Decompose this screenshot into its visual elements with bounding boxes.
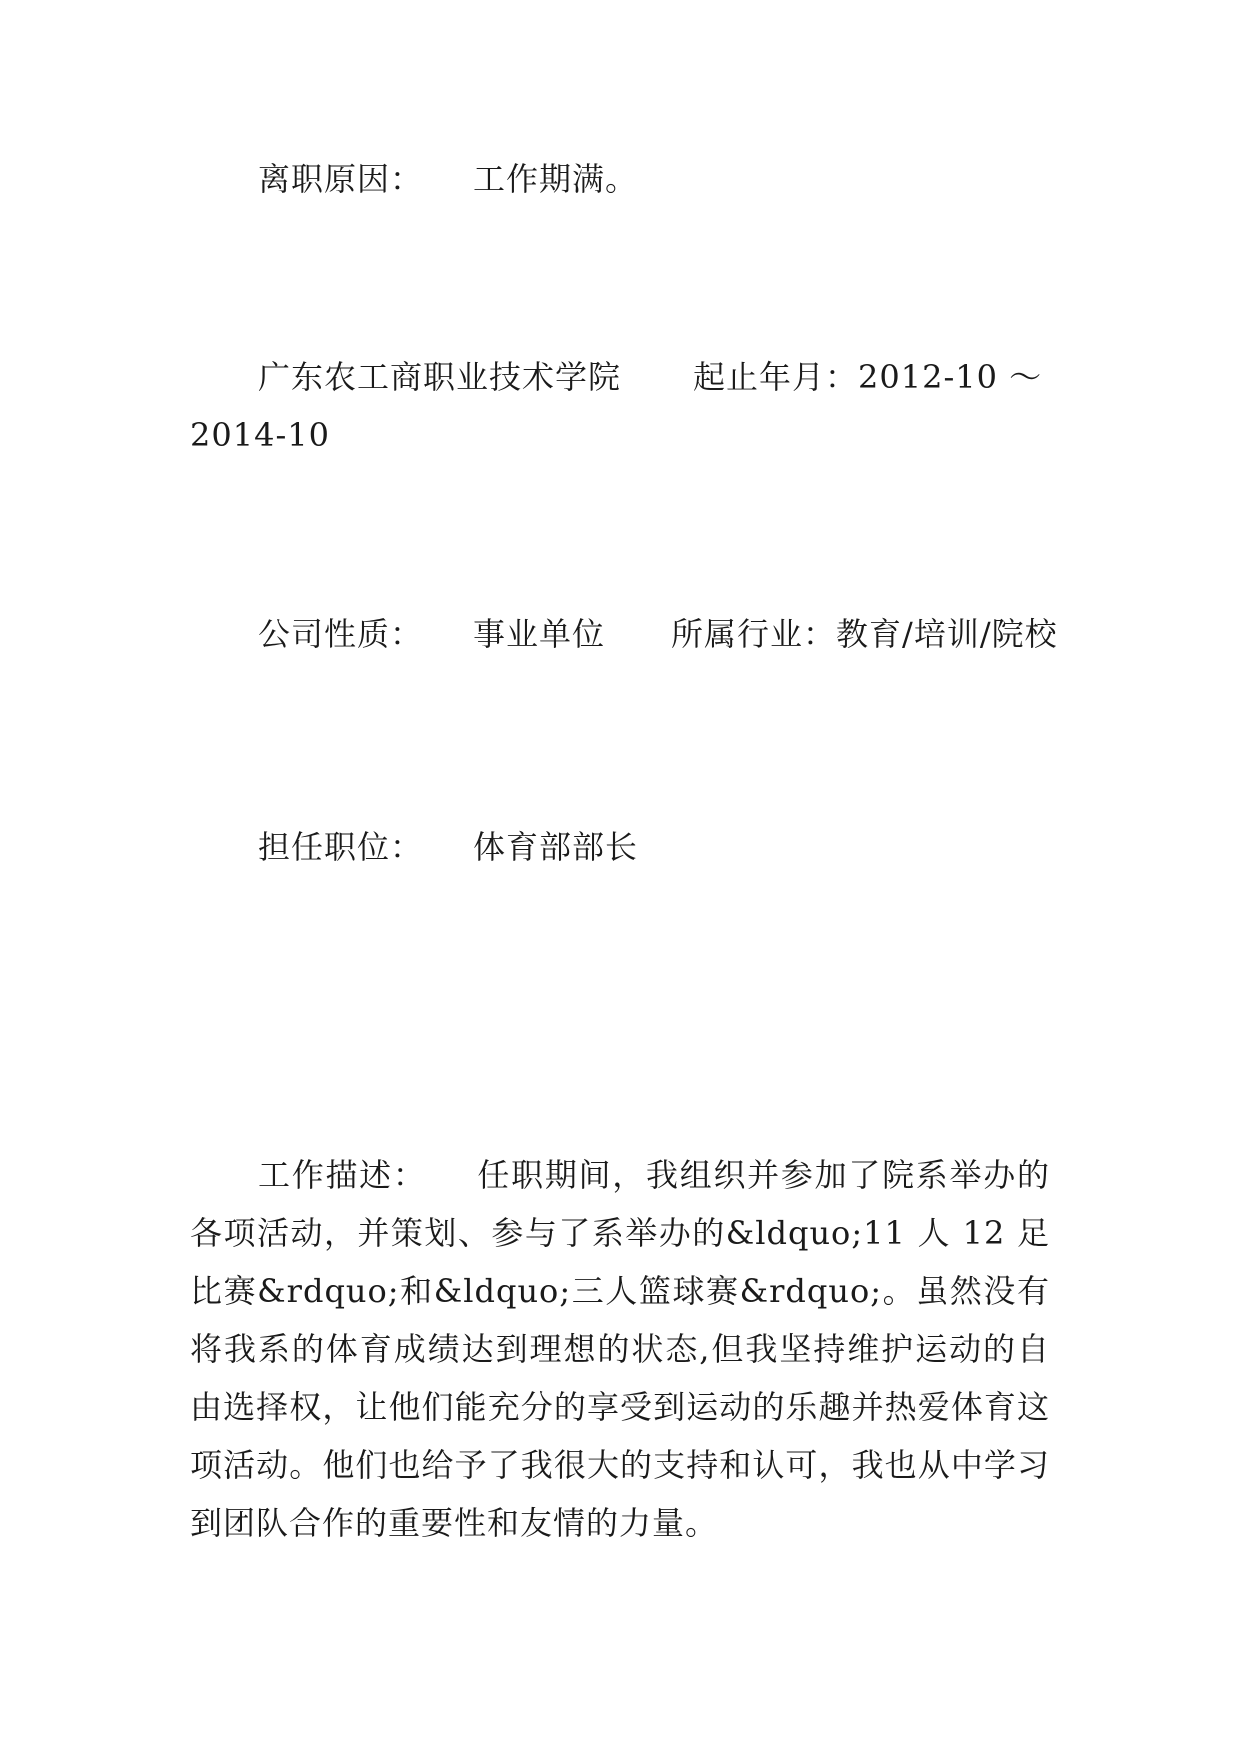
industry-value: 教育/培训/院校 [836, 615, 1058, 653]
period-end-line [190, 406, 330, 464]
leave-reason-line [258, 150, 638, 208]
period-end: 2014-10 [190, 416, 330, 454]
company-nature-value: 事业单位 [473, 615, 606, 653]
period-separator: ～ [998, 358, 1043, 396]
work-description [190, 1146, 1050, 1552]
leave-reason-value: 工作期满。 [473, 160, 639, 198]
leave-reason-label: 离职原因： [258, 160, 424, 198]
industry-label: 所属行业： [671, 615, 837, 653]
employer-name: 广东农工商职业技术学院 [258, 358, 622, 396]
position-value: 体育部部长 [473, 828, 639, 866]
company-nature-label: 公司性质： [258, 615, 424, 653]
position-label: 担任职位： [258, 828, 424, 866]
period-label: 起止年月： [693, 358, 859, 396]
company-line [258, 605, 1058, 663]
employer-line [258, 348, 1042, 406]
description-label: 工作描述： [258, 1156, 427, 1194]
period-start: 2012-10 [858, 358, 998, 396]
position-line [258, 818, 638, 876]
description-text: 任职期间，我组织并参加了院系举办的各项活动，并策划、参与了系举办的&ldquo;11 人 12 足比赛&rdquo;和&ldquo;三人篮球赛&rdquo;。虽然没有将我系的体育成绩达到理想的状态,但我坚持维护运动的自由选择权，让他们能充分的享受到运动的乐趣并热爱体育这项活动。他们也给予了我很大的支持和认可，我也从中学习到团队合作的重要性和友情的力量。 [190, 1156, 1050, 1542]
